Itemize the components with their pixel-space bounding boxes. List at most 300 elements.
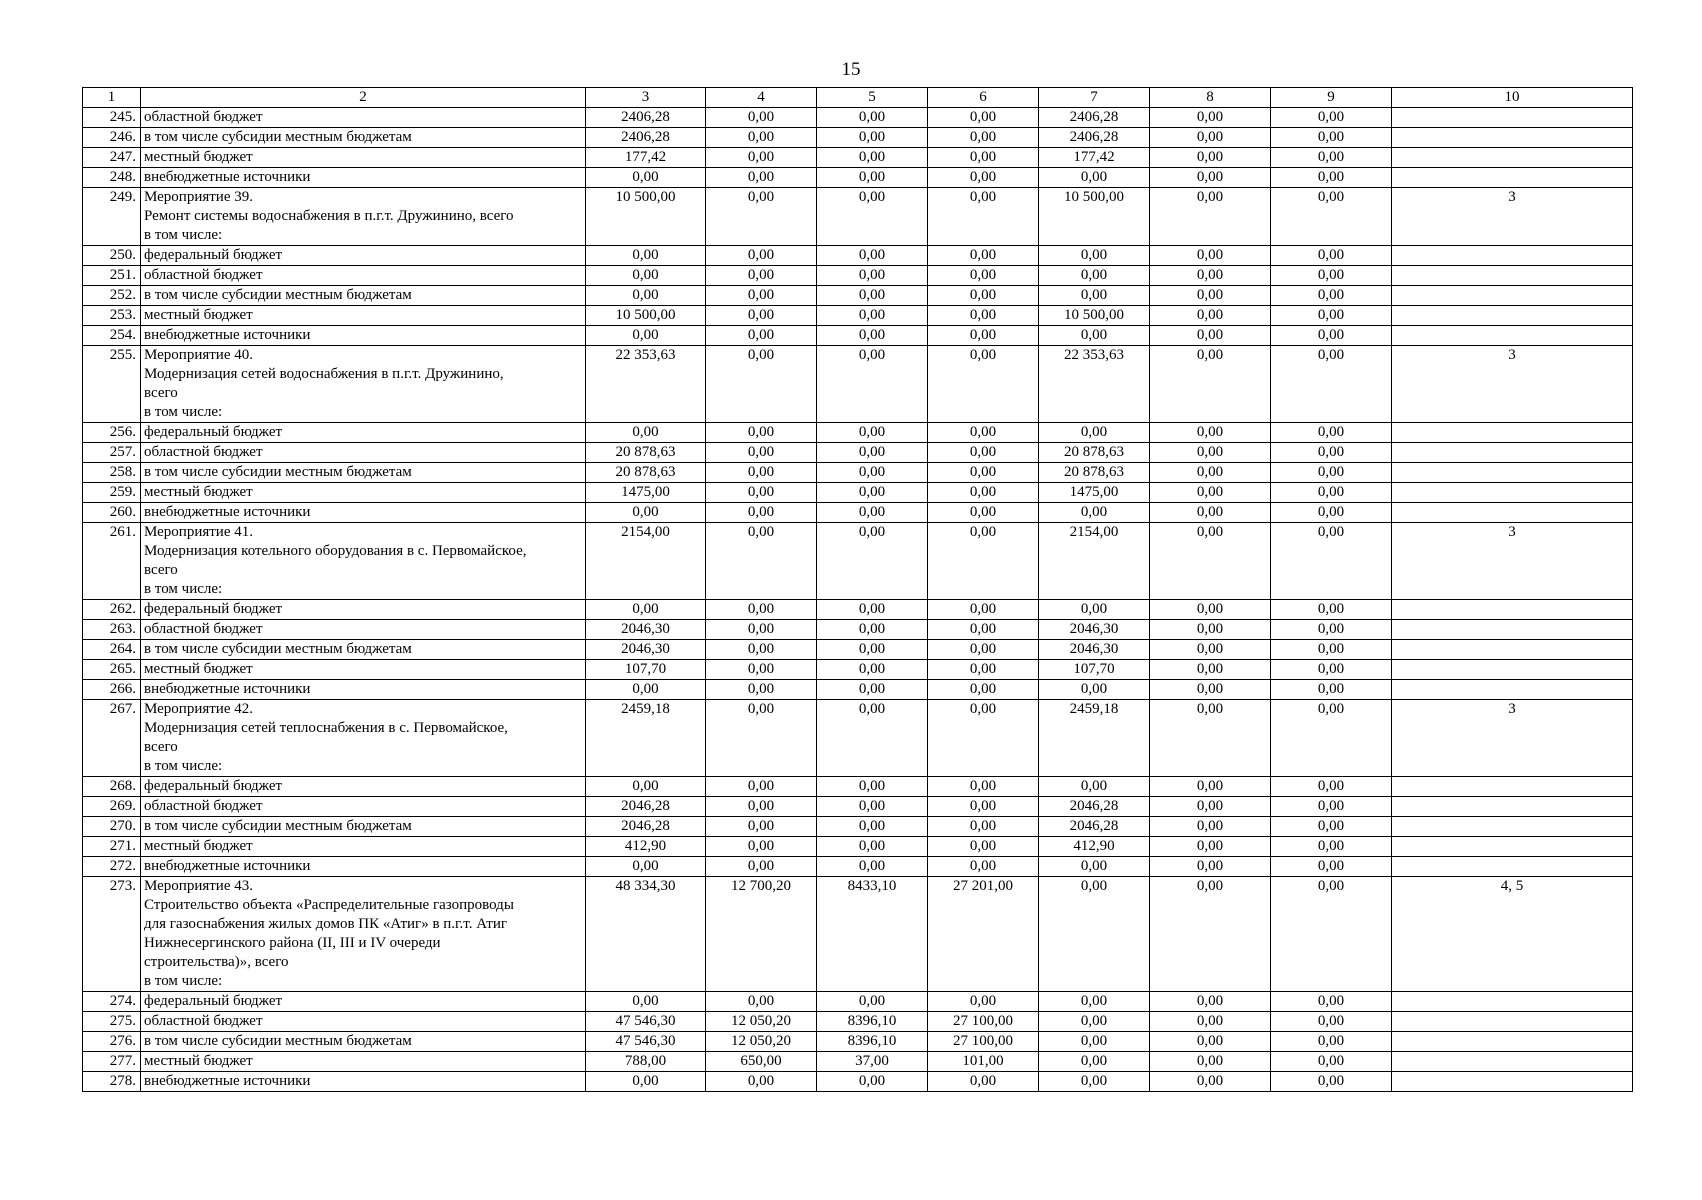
row-name-line: Мероприятие 43.	[144, 878, 253, 894]
value-cell: 0,00	[817, 246, 928, 266]
value-cell: 0,00	[1150, 286, 1271, 306]
value-cell: 0,00	[1039, 857, 1150, 877]
table-row	[83, 797, 1633, 817]
value-cell: 0,00	[1271, 246, 1392, 266]
value-cell: 2406,28	[1039, 108, 1150, 128]
value-cell: 0,00	[706, 188, 817, 246]
value-cell: 2459,18	[1039, 700, 1150, 777]
value-cell: 0,00	[928, 797, 1039, 817]
value-cell: 0,00	[1271, 443, 1392, 463]
header-cell: 1	[83, 88, 141, 108]
row-name-line: в том числе:	[144, 581, 223, 597]
row-name-line: Ремонт системы водоснабжения в п.г.т. Дружинино, всего	[144, 208, 514, 224]
value-cell: 0,00	[706, 503, 817, 523]
value-cell: 0,00	[1150, 1052, 1271, 1072]
value-cell: 0,00	[1271, 188, 1392, 246]
value-cell: 0,00	[1039, 680, 1150, 700]
value-cell: 101,00	[928, 1052, 1039, 1072]
header-cell: 6	[928, 88, 1039, 108]
row-name-line: строительства)», всего	[144, 954, 289, 970]
value-cell: 0,00	[706, 443, 817, 463]
value-cell: 0,00	[1150, 620, 1271, 640]
value-cell: 3	[1392, 188, 1633, 246]
table-row	[83, 1032, 1633, 1052]
value-cell: 650,00	[706, 1052, 817, 1072]
value-cell: 22 353,63	[1039, 346, 1150, 423]
value-cell: 2154,00	[1039, 523, 1150, 600]
value-cell: 0,00	[1150, 660, 1271, 680]
value-cell: 47 546,30	[586, 1012, 706, 1032]
value-cell: 0,00	[1150, 1032, 1271, 1052]
value-cell: 0,00	[817, 483, 928, 503]
value-cell: 412,90	[1039, 837, 1150, 857]
value-cell: 0,00	[1039, 1032, 1150, 1052]
value-cell	[1392, 503, 1633, 523]
value-cell: 0,00	[1150, 503, 1271, 523]
value-cell: 0,00	[1150, 168, 1271, 188]
value-cell: 0,00	[1271, 700, 1392, 777]
value-cell: 0,00	[817, 620, 928, 640]
value-cell: 0,00	[817, 463, 928, 483]
row-name: местный бюджет	[141, 148, 586, 168]
row-name: местный бюджет	[141, 483, 586, 503]
page-number: 15	[841, 59, 861, 80]
value-cell: 0,00	[817, 640, 928, 660]
value-cell: 0,00	[706, 148, 817, 168]
value-cell: 0,00	[1150, 640, 1271, 660]
value-cell: 0,00	[706, 463, 817, 483]
value-cell: 0,00	[706, 168, 817, 188]
table-row	[83, 1052, 1633, 1072]
header-cell: 3	[586, 88, 706, 108]
value-cell: 20 878,63	[586, 443, 706, 463]
value-cell: 0,00	[817, 443, 928, 463]
value-cell: 0,00	[586, 992, 706, 1012]
value-cell: 0,00	[817, 817, 928, 837]
table-row	[83, 640, 1633, 660]
value-cell: 0,00	[1271, 483, 1392, 503]
value-cell: 0,00	[928, 246, 1039, 266]
value-cell: 22 353,63	[586, 346, 706, 423]
value-cell	[1392, 797, 1633, 817]
row-name: в том числе субсидии местным бюджетам	[141, 817, 586, 837]
value-cell: 0,00	[1271, 600, 1392, 620]
table-row	[83, 286, 1633, 306]
row-name: внебюджетные источники	[141, 1072, 586, 1092]
value-cell	[1392, 600, 1633, 620]
table-row	[83, 837, 1633, 857]
row-number: 274.	[83, 992, 141, 1012]
row-name-line: в том числе:	[144, 758, 223, 774]
row-name: областной бюджет	[141, 797, 586, 817]
table-row	[83, 817, 1633, 837]
value-cell: 0,00	[1271, 306, 1392, 326]
row-name: в том числе субсидии местным бюджетам	[141, 463, 586, 483]
value-cell: 107,70	[586, 660, 706, 680]
value-cell: 0,00	[706, 523, 817, 600]
row-name: в том числе субсидии местным бюджетам	[141, 128, 586, 148]
value-cell	[1392, 148, 1633, 168]
value-cell: 0,00	[1039, 1012, 1150, 1032]
value-cell: 0,00	[1150, 483, 1271, 503]
value-cell: 0,00	[1150, 423, 1271, 443]
value-cell: 0,00	[706, 660, 817, 680]
row-name-line: всего	[144, 739, 178, 755]
value-cell: 10 500,00	[1039, 188, 1150, 246]
header-cell: 7	[1039, 88, 1150, 108]
row-name: федеральный бюджет	[141, 246, 586, 266]
table-row	[83, 168, 1633, 188]
row-name-line: Строительство объекта «Распределительные газопроводы	[144, 897, 514, 913]
value-cell: 0,00	[1039, 1072, 1150, 1092]
value-cell: 0,00	[928, 777, 1039, 797]
value-cell: 0,00	[928, 168, 1039, 188]
value-cell: 0,00	[928, 1072, 1039, 1092]
row-name	[141, 523, 586, 600]
value-cell: 0,00	[817, 168, 928, 188]
value-cell: 0,00	[817, 286, 928, 306]
value-cell: 10 500,00	[586, 188, 706, 246]
value-cell: 0,00	[1271, 108, 1392, 128]
table-row	[83, 992, 1633, 1012]
row-number: 263.	[83, 620, 141, 640]
value-cell: 0,00	[1150, 817, 1271, 837]
value-cell: 0,00	[586, 326, 706, 346]
header-cell: 8	[1150, 88, 1271, 108]
value-cell: 0,00	[706, 992, 817, 1012]
row-name: федеральный бюджет	[141, 992, 586, 1012]
value-cell: 0,00	[1271, 266, 1392, 286]
value-cell: 0,00	[1039, 246, 1150, 266]
value-cell: 0,00	[706, 483, 817, 503]
value-cell: 0,00	[706, 423, 817, 443]
value-cell: 0,00	[1271, 463, 1392, 483]
value-cell: 0,00	[706, 1072, 817, 1092]
header-cell: 4	[706, 88, 817, 108]
value-cell: 0,00	[817, 523, 928, 600]
table-row	[83, 1072, 1633, 1092]
value-cell: 0,00	[1271, 992, 1392, 1012]
value-cell: 0,00	[1271, 503, 1392, 523]
value-cell: 20 878,63	[1039, 443, 1150, 463]
value-cell: 0,00	[706, 600, 817, 620]
row-name-line: всего	[144, 385, 178, 401]
value-cell	[1392, 660, 1633, 680]
value-cell: 0,00	[928, 423, 1039, 443]
row-number: 257.	[83, 443, 141, 463]
header-cell: 10	[1392, 88, 1633, 108]
value-cell: 0,00	[928, 346, 1039, 423]
table-row	[83, 246, 1633, 266]
table-row	[83, 877, 1633, 992]
value-cell: 8396,10	[817, 1012, 928, 1032]
value-cell	[1392, 620, 1633, 640]
row-number: 254.	[83, 326, 141, 346]
value-cell: 0,00	[817, 128, 928, 148]
row-name-line: всего	[144, 562, 178, 578]
row-number: 250.	[83, 246, 141, 266]
value-cell: 12 700,20	[706, 877, 817, 992]
row-number: 252.	[83, 286, 141, 306]
value-cell: 0,00	[1150, 326, 1271, 346]
value-cell: 0,00	[1039, 168, 1150, 188]
row-name: местный бюджет	[141, 1052, 586, 1072]
row-name-line: Модернизация сетей водоснабжения в п.г.т. Дружинино,	[144, 366, 504, 382]
table-row	[83, 306, 1633, 326]
value-cell: 0,00	[817, 700, 928, 777]
value-cell: 0,00	[1271, 1032, 1392, 1052]
value-cell: 0,00	[1150, 523, 1271, 600]
value-cell	[1392, 640, 1633, 660]
value-cell: 27 201,00	[928, 877, 1039, 992]
row-number: 278.	[83, 1072, 141, 1092]
value-cell: 0,00	[1271, 346, 1392, 423]
table-row	[83, 680, 1633, 700]
value-cell: 0,00	[1271, 286, 1392, 306]
row-name-line: Мероприятие 39.	[144, 189, 253, 205]
value-cell: 0,00	[706, 837, 817, 857]
row-name-line: в том числе:	[144, 404, 223, 420]
row-name	[141, 877, 586, 992]
value-cell	[1392, 837, 1633, 857]
row-number: 271.	[83, 837, 141, 857]
value-cell: 27 100,00	[928, 1012, 1039, 1032]
value-cell: 2459,18	[586, 700, 706, 777]
value-cell: 0,00	[817, 660, 928, 680]
value-cell: 0,00	[1150, 857, 1271, 877]
value-cell: 10 500,00	[1039, 306, 1150, 326]
value-cell: 37,00	[817, 1052, 928, 1072]
row-number: 245.	[83, 108, 141, 128]
row-name: федеральный бюджет	[141, 600, 586, 620]
table-row	[83, 463, 1633, 483]
value-cell: 0,00	[706, 797, 817, 817]
value-cell: 1475,00	[1039, 483, 1150, 503]
value-cell: 0,00	[928, 503, 1039, 523]
value-cell: 2046,28	[1039, 817, 1150, 837]
value-cell: 0,00	[817, 777, 928, 797]
value-cell	[1392, 680, 1633, 700]
table-row	[83, 523, 1633, 600]
value-cell: 788,00	[586, 1052, 706, 1072]
value-cell: 0,00	[928, 992, 1039, 1012]
value-cell: 0,00	[586, 503, 706, 523]
value-cell: 2154,00	[586, 523, 706, 600]
value-cell: 0,00	[817, 423, 928, 443]
value-cell: 2046,30	[586, 620, 706, 640]
value-cell	[1392, 992, 1633, 1012]
value-cell: 0,00	[1039, 777, 1150, 797]
value-cell: 4, 5	[1392, 877, 1633, 992]
row-number: 260.	[83, 503, 141, 523]
row-name-line: в том числе:	[144, 973, 223, 989]
value-cell: 0,00	[928, 463, 1039, 483]
row-number: 265.	[83, 660, 141, 680]
row-number: 251.	[83, 266, 141, 286]
value-cell: 0,00	[928, 680, 1039, 700]
value-cell: 0,00	[1271, 148, 1392, 168]
value-cell: 0,00	[817, 857, 928, 877]
value-cell: 8433,10	[817, 877, 928, 992]
value-cell: 0,00	[586, 246, 706, 266]
value-cell: 0,00	[928, 640, 1039, 660]
value-cell: 0,00	[706, 286, 817, 306]
value-cell: 2046,30	[1039, 640, 1150, 660]
value-cell: 0,00	[706, 128, 817, 148]
value-cell: 0,00	[817, 306, 928, 326]
value-cell	[1392, 108, 1633, 128]
table-row	[83, 108, 1633, 128]
value-cell	[1392, 266, 1633, 286]
value-cell	[1392, 423, 1633, 443]
value-cell	[1392, 1052, 1633, 1072]
value-cell: 0,00	[928, 523, 1039, 600]
row-name: в том числе субсидии местным бюджетам	[141, 286, 586, 306]
row-name: в том числе субсидии местным бюджетам	[141, 640, 586, 660]
table-row	[83, 128, 1633, 148]
value-cell: 0,00	[1150, 777, 1271, 797]
value-cell: 0,00	[1039, 286, 1150, 306]
row-number: 264.	[83, 640, 141, 660]
row-number: 246.	[83, 128, 141, 148]
value-cell	[1392, 463, 1633, 483]
value-cell: 0,00	[1039, 600, 1150, 620]
value-cell	[1392, 1012, 1633, 1032]
header-cell: 2	[141, 88, 586, 108]
value-cell: 0,00	[1150, 128, 1271, 148]
value-cell	[1392, 1072, 1633, 1092]
value-cell	[1392, 128, 1633, 148]
value-cell: 0,00	[1271, 837, 1392, 857]
value-cell: 0,00	[1271, 620, 1392, 640]
value-cell: 3	[1392, 523, 1633, 600]
value-cell: 27 100,00	[928, 1032, 1039, 1052]
row-name: внебюджетные источники	[141, 680, 586, 700]
value-cell: 0,00	[1271, 660, 1392, 680]
row-name-line: Нижнесергинского района (II, III и IV очереди	[144, 935, 441, 951]
value-cell: 0,00	[1150, 188, 1271, 246]
row-number: 268.	[83, 777, 141, 797]
row-name-line: Мероприятие 41.	[144, 524, 253, 540]
value-cell: 2046,28	[586, 797, 706, 817]
value-cell: 0,00	[817, 108, 928, 128]
row-number: 256.	[83, 423, 141, 443]
row-name: внебюджетные источники	[141, 857, 586, 877]
value-cell: 0,00	[928, 326, 1039, 346]
value-cell: 0,00	[1150, 346, 1271, 423]
row-name-line: Модернизация котельного оборудования в с. Первомайское,	[144, 543, 527, 559]
row-name: областной бюджет	[141, 266, 586, 286]
table-row	[83, 148, 1633, 168]
value-cell	[1392, 286, 1633, 306]
value-cell	[1392, 168, 1633, 188]
value-cell: 0,00	[1150, 797, 1271, 817]
row-name-line: Мероприятие 42.	[144, 701, 253, 717]
value-cell: 0,00	[817, 600, 928, 620]
value-cell: 0,00	[1150, 148, 1271, 168]
value-cell: 0,00	[586, 600, 706, 620]
value-cell: 177,42	[586, 148, 706, 168]
value-cell: 0,00	[706, 246, 817, 266]
table-row	[83, 600, 1633, 620]
value-cell: 177,42	[1039, 148, 1150, 168]
value-cell: 20 878,63	[586, 463, 706, 483]
table-row	[83, 1012, 1633, 1032]
value-cell: 0,00	[928, 128, 1039, 148]
value-cell: 0,00	[706, 620, 817, 640]
value-cell: 0,00	[586, 423, 706, 443]
value-cell: 0,00	[1039, 326, 1150, 346]
table-row	[83, 700, 1633, 777]
value-cell: 0,00	[1150, 463, 1271, 483]
row-name: областной бюджет	[141, 443, 586, 463]
value-cell: 0,00	[1271, 1012, 1392, 1032]
table-row	[83, 443, 1633, 463]
value-cell: 0,00	[817, 346, 928, 423]
value-cell: 0,00	[1150, 266, 1271, 286]
value-cell: 0,00	[1271, 128, 1392, 148]
table-row	[83, 188, 1633, 246]
value-cell: 0,00	[1150, 246, 1271, 266]
value-cell: 0,00	[1271, 1072, 1392, 1092]
value-cell: 0,00	[817, 992, 928, 1012]
table-row	[83, 503, 1633, 523]
value-cell: 0,00	[928, 483, 1039, 503]
row-number: 269.	[83, 797, 141, 817]
row-name	[141, 346, 586, 423]
value-cell: 0,00	[1039, 877, 1150, 992]
value-cell: 2046,30	[1039, 620, 1150, 640]
value-cell: 2046,28	[586, 817, 706, 837]
value-cell: 412,90	[586, 837, 706, 857]
row-name-line: Мероприятие 40.	[144, 347, 253, 363]
value-cell: 0,00	[1150, 443, 1271, 463]
value-cell: 0,00	[817, 148, 928, 168]
row-number: 248.	[83, 168, 141, 188]
value-cell: 0,00	[928, 857, 1039, 877]
row-name: областной бюджет	[141, 620, 586, 640]
table-row	[83, 620, 1633, 640]
value-cell: 2046,30	[586, 640, 706, 660]
value-cell: 12 050,20	[706, 1012, 817, 1032]
value-cell: 0,00	[928, 817, 1039, 837]
value-cell: 0,00	[928, 660, 1039, 680]
value-cell	[1392, 777, 1633, 797]
header-cell: 9	[1271, 88, 1392, 108]
row-number: 259.	[83, 483, 141, 503]
value-cell: 0,00	[1039, 1052, 1150, 1072]
row-number: 249.	[83, 188, 141, 246]
value-cell	[1392, 817, 1633, 837]
value-cell: 0,00	[706, 306, 817, 326]
table-row	[83, 423, 1633, 443]
row-number: 255.	[83, 346, 141, 423]
row-name: областной бюджет	[141, 1012, 586, 1032]
value-cell	[1392, 306, 1633, 326]
row-number: 258.	[83, 463, 141, 483]
value-cell: 0,00	[817, 266, 928, 286]
value-cell: 0,00	[706, 108, 817, 128]
row-name: местный бюджет	[141, 306, 586, 326]
value-cell: 0,00	[706, 817, 817, 837]
value-cell: 8396,10	[817, 1032, 928, 1052]
value-cell: 0,00	[1271, 168, 1392, 188]
row-name: в том числе субсидии местным бюджетам	[141, 1032, 586, 1052]
value-cell: 3	[1392, 346, 1633, 423]
value-cell: 0,00	[928, 108, 1039, 128]
table-body	[83, 88, 1633, 1092]
value-cell: 2046,28	[1039, 797, 1150, 817]
